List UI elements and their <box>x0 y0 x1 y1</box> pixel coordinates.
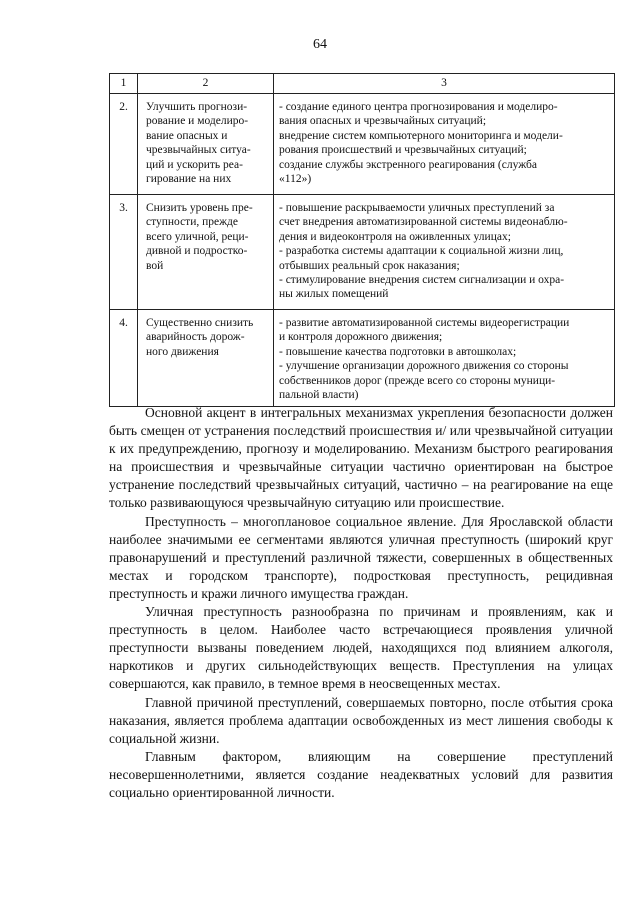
row-number: 2. <box>119 101 128 113</box>
measure-line: - улучшение организации дорожного движения со стороны <box>279 360 569 373</box>
goal-line: Снизить уровень пре- <box>146 202 253 214</box>
body-text <box>109 404 613 802</box>
goal-line: всего уличной, реци- <box>146 230 249 243</box>
measure-line: - развитие автоматизированной системы видеорегистрации <box>279 317 570 329</box>
measure-line: «112») <box>279 173 312 186</box>
goal-cell <box>138 310 273 363</box>
goal-line: вой <box>146 259 164 272</box>
row-number: 4. <box>119 317 128 329</box>
row-number: 3. <box>119 202 128 214</box>
paragraph: Основной акцент в интегральных механизмах укрепления безопасности должен быть смещен от устранения последствий происшествия и/ или чрезвычайной ситуации к их предупреждению, прогнозу и моделированию. Механизм быстрого реагирования на происшествия и чрезвычайные ситуации частично ориентирован на быстрое устранение последствий чрезвычайных ситуаций, частично – на реагирование на еще только развивающуюся чрезвычайную ситуацию или происшествие. <box>109 405 613 511</box>
measure-line: создание службы экстренного реагирования (служба <box>279 158 537 171</box>
header-col-1: 1 <box>110 74 138 94</box>
goal-line: дивной и подростко- <box>146 245 248 258</box>
table-row <box>110 195 615 310</box>
table-row <box>110 310 615 407</box>
goal-line: Существенно снизить <box>146 317 254 329</box>
measures-cell <box>274 195 614 306</box>
paragraph: Уличная преступность разнообразна по причинам и проявлениям, как и преступность в целом. Наиболее часто встречающиеся проявления уличной преступности вызваны поведением людей, находящихся под влиянием алкоголя, наркотиков и других сильнодействующих веществ. Преступления на улицах совершаются, как правило, в темное время в неосвещенных местах. <box>109 604 613 692</box>
goal-line: рование и моделиро- <box>146 115 249 128</box>
measure-line: вания опасных и чрезвычайных ситуаций; <box>279 115 487 128</box>
measure-line: пальной власти) <box>279 389 359 402</box>
measure-line: отбывших реальный срок наказания; <box>279 259 460 272</box>
measure-line: - повышение раскрываемости уличных преступлений за <box>279 202 555 214</box>
goal-line: Улучшить прогнози- <box>146 101 248 113</box>
goal-cell <box>138 94 273 190</box>
goal-line: ций и ускорить реа- <box>146 158 243 171</box>
goal-cell <box>138 195 273 277</box>
goal-line: вание опасных и <box>146 129 228 142</box>
header-col-3: 3 <box>274 74 615 94</box>
measures-cell <box>274 310 614 406</box>
measure-line: дения и видеоконтроля на оживленных улицах; <box>279 230 511 243</box>
measure-line: - повышение качества подготовки в автошколах; <box>279 345 517 358</box>
measure-line: ны жилых помещений <box>279 288 389 301</box>
page-number: 64 <box>313 37 327 52</box>
measures-table <box>109 73 615 407</box>
goal-line: ступности, прежде <box>146 216 239 229</box>
header-col-2: 2 <box>138 74 274 94</box>
measure-line: - создание единого центра прогнозирования и моделиро- <box>279 101 558 113</box>
goal-line: аварийность дорож- <box>146 331 245 344</box>
measure-line: и контроля дорожного движения; <box>279 331 443 344</box>
measure-line: собственников дорог (прежде всего со стороны муници- <box>279 374 556 387</box>
measure-line: счет внедрения автоматизированной системы видеонаблю- <box>279 216 568 229</box>
paragraph: Главной причиной преступлений, совершаемых повторно, после отбытия срока наказания, является проблема адаптации освобожденных из мест лишения свободы к социальной жизни. <box>109 694 613 746</box>
goal-line: чрезвычайных ситуа- <box>146 144 251 157</box>
table-header-row <box>110 74 615 94</box>
measure-line: рования происшествий и чрезвычайных ситуаций; <box>279 144 527 157</box>
measure-line: - разработка системы адаптации к социальной жизни лиц, <box>279 245 564 258</box>
measures-cell <box>274 94 614 190</box>
goal-line: ного движения <box>146 345 219 358</box>
measure-line: - стимулирование внедрения систем сигнализации и охра- <box>279 274 565 287</box>
paragraph: Главным фактором, влияющим на совершение преступлений несовершеннолетними, является создание неадекватных условий для развития социально ориентированной личности. <box>109 748 613 800</box>
goal-line: гирование на них <box>146 173 232 186</box>
table-row <box>110 94 615 195</box>
paragraph: Преступность – многоплановое социальное явление. Для Ярославской области наиболее значимыми ее сегментами являются уличная преступность (широкий круг правонарушений и преступлений различной тяжести, совершенных в общественных местах и городском транспорте), подростковая преступность, рецидивная преступность и кражи личного имущества граждан. <box>109 513 613 601</box>
measure-line: внедрение систем компьютерного мониторинга и модели- <box>279 129 563 142</box>
